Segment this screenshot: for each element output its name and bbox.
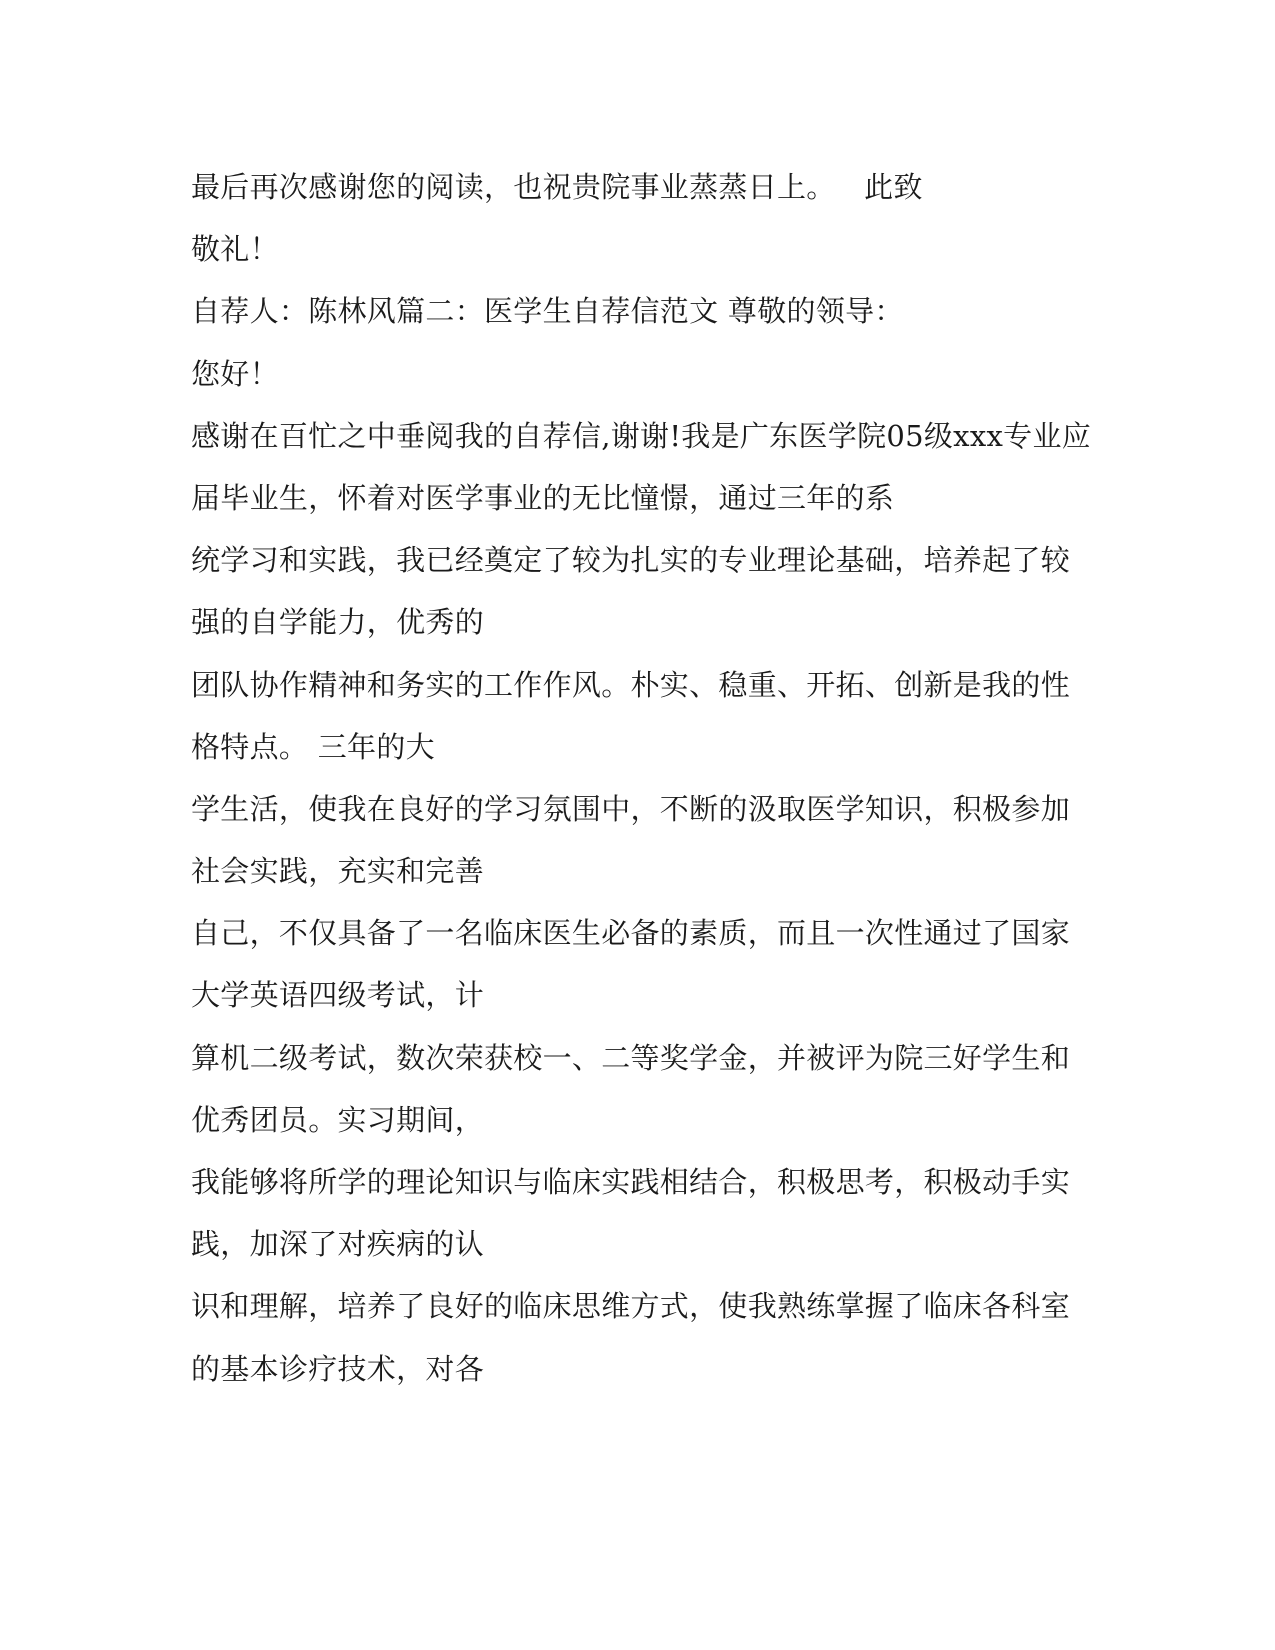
text-line: 格特点。 三年的大 [191,729,435,764]
text-line: 识和理解，培养了良好的临床思维方式，使我熟练掌握了临床各科室 [191,1289,1071,1324]
text-line: 自荐人：陈林风篇二：医学生自荐信范文 尊敬的领导： [191,294,904,329]
text-line: 我能够将所学的理论知识与临床实践相结合，积极思考，积极动手实 [191,1165,1071,1199]
text-line: 践，加深了对疾病的认 [191,1227,485,1262]
text-line: 最后再次感谢您的阅读，也祝贵院事业蒸蒸日上。 此致 [191,170,923,204]
text-line: 优秀团员。实习期间， [191,1102,485,1137]
text-line: 统学习和实践，我已经奠定了较为扎实的专业理论基础，培养起了较 [191,543,1071,578]
text-line: 自己，不仅具备了一名临床医生必备的素质，而且一次性通过了国家 [191,916,1071,951]
text-line: 强的自学能力，优秀的 [191,605,485,640]
text-line: 感谢在百忙之中垂阅我的自荐信,谢谢!我是广东医学院05级xxx专业应 [191,418,1092,453]
text-line: 届毕业生，怀着对医学事业的无比憧憬，通过三年的系 [191,480,895,515]
text-line: 团队协作精神和务实的工作作风。朴实、稳重、开拓、创新是我的性 [191,667,1071,702]
text-line: 算机二级考试，数次荣获校一、二等奖学金，并被评为院三好学生和 [191,1040,1071,1075]
text-line: 社会实践，充实和完善 [191,854,485,889]
text-line: 学生活，使我在良好的学习氛围中，不断的汲取医学知识，积极参加 [191,791,1071,826]
letter-body [191,156,1091,1400]
text-line: 的基本诊疗技术，对各 [191,1351,485,1386]
text-line: 敬礼！ [191,232,279,267]
text-line: 您好！ [191,356,279,391]
text-line: 大学英语四级考试，计 [191,978,485,1013]
